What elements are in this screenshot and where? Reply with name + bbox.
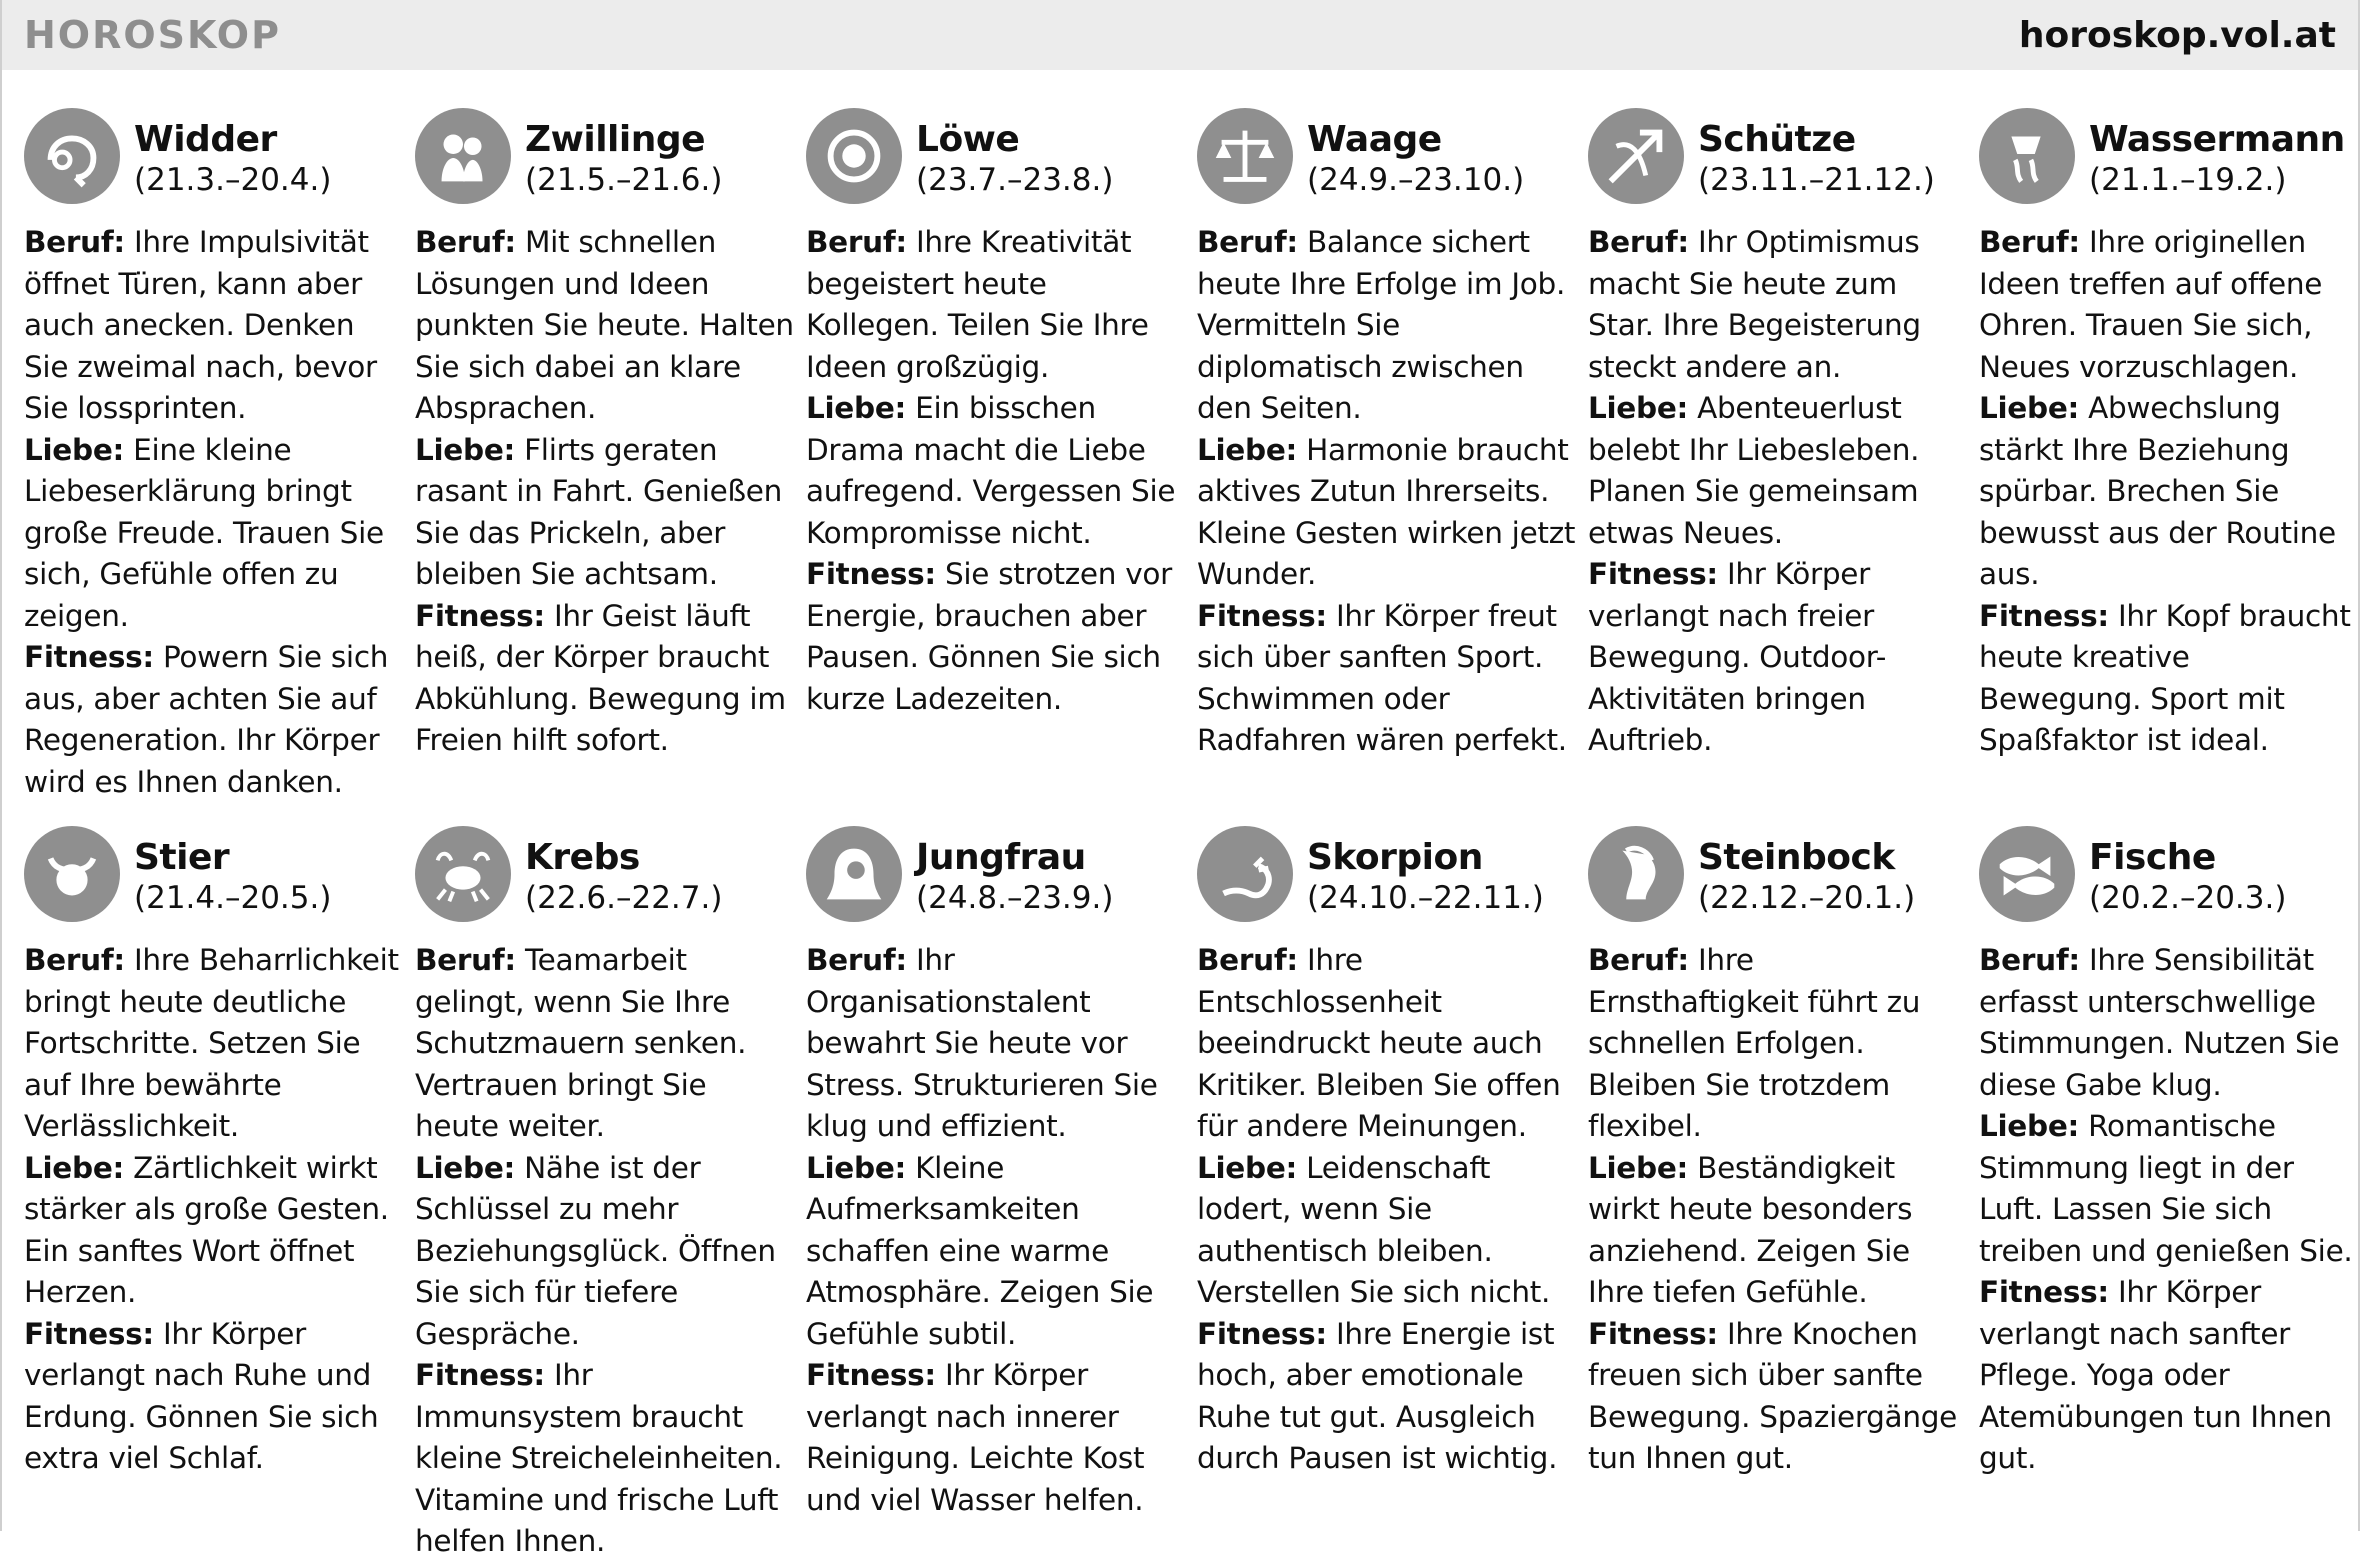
fitness-paragraph <box>24 637 403 803</box>
liebe-paragraph <box>1197 1148 1576 1314</box>
sign-card-schütze <box>1588 106 1979 824</box>
beruf-label: Beruf: <box>1197 943 1298 977</box>
liebe-paragraph <box>24 430 403 638</box>
sign-name: Waage <box>1307 119 1442 160</box>
fitness-paragraph <box>806 554 1185 720</box>
fitness-text: Ihr Geist läuft heiß, der Körper braucht Abkühlung. Bewegung im Freien hilft sofort. <box>415 598 786 757</box>
liebe-label: Liebe: <box>1979 1109 2080 1143</box>
sign-text <box>806 940 1185 1521</box>
fitness-text: Ihr Immunsystem braucht kleine Streicheleinheiten. Vitamine und frische Luft helfen Ihnen. <box>415 1358 783 1558</box>
sign-header <box>1979 824 2358 928</box>
beruf-text: Ihre Entschlossenheit beeindruckt heute auch Kritiker. Bleiben Sie offen für andere Meinungen. <box>1197 943 1561 1143</box>
beruf-text: Ihre originellen Ideen treffen auf offene Ohren. Trauen Sie sich, Neues vorzuschlagen. <box>1979 225 2323 384</box>
sign-dates: (24.9.–23.10.) <box>1307 162 1525 198</box>
liebe-label: Liebe: <box>806 1150 907 1185</box>
fitness-label: Fitness: <box>415 598 545 633</box>
beruf-text: Ihr Optimismus macht Sie heute zum Star. Ihre Begeisterung steckt andere an. <box>1588 225 1921 384</box>
beruf-paragraph <box>1979 222 2358 388</box>
fitness-label: Fitness: <box>1588 557 1718 591</box>
fitness-text: Ihr Körper verlangt nach innerer Reinigung. Leichte Kost und viel Wasser helfen. <box>806 1358 1145 1517</box>
sign-header <box>1588 824 1967 928</box>
sign-text <box>806 222 1185 720</box>
fitness-text: Ihr Körper verlangt nach Ruhe und Erdung. Gönnen Sie sich extra viel Schlaf. <box>24 1316 379 1475</box>
sign-name: Stier <box>134 837 230 878</box>
beruf-text: Balance sichert heute Ihre Erfolge im Job. Vermitteln Sie diplomatisch zwischen den Seiten. <box>1197 225 1566 425</box>
sign-dates: (21.1.–19.2.) <box>2089 162 2287 198</box>
fitness-label: Fitness: <box>415 1358 545 1392</box>
liebe-text: Leidenschaft lodert, wenn Sie authentisch bleiben. Verstellen Sie sich nicht. <box>1197 1150 1551 1309</box>
sign-dates: (23.11.–21.12.) <box>1698 162 1935 198</box>
fitness-text: Ihre Energie ist hoch, aber emotionale Ruhe tut gut. Ausgleich durch Pausen ist wichtig. <box>1197 1316 1558 1475</box>
beruf-paragraph <box>1588 222 1967 388</box>
liebe-text: Nähe ist der Schlüssel zu mehr Beziehungsglück. Öffnen Sie sich für tiefere Gespräche. <box>415 1150 776 1351</box>
sign-dates: (22.6.–22.7.) <box>525 880 723 916</box>
fitness-paragraph <box>24 1314 403 1480</box>
liebe-paragraph <box>1197 430 1576 596</box>
beruf-paragraph <box>1979 940 2358 1106</box>
beruf-text: Ihre Kreativität begeistert heute Kollegen. Teilen Sie Ihre Ideen großzügig. <box>806 225 1149 384</box>
sign-dates: (22.12.–20.1.) <box>1698 880 1916 916</box>
liebe-label: Liebe: <box>24 1150 125 1185</box>
sign-text <box>415 222 794 762</box>
beruf-text: Mit schnellen Lösungen und Ideen punkten Sie heute. Halten Sie sich dabei an klare Absprachen. <box>415 225 794 425</box>
ram-icon <box>24 108 120 204</box>
sign-dates: (20.2.–20.3.) <box>2089 880 2287 916</box>
fitness-label: Fitness: <box>24 1316 154 1351</box>
sign-text <box>1588 940 1967 1480</box>
lion-icon <box>806 108 902 204</box>
sign-text <box>1197 940 1576 1480</box>
sign-card-zwillinge <box>415 106 806 824</box>
signs-grid <box>24 106 2353 1563</box>
liebe-paragraph <box>1588 1148 1967 1314</box>
beruf-label: Beruf: <box>415 225 516 259</box>
beruf-label: Beruf: <box>1979 225 2080 259</box>
beruf-paragraph <box>1197 222 1576 430</box>
sign-name: Widder <box>134 119 277 160</box>
sign-card-löwe <box>806 106 1197 824</box>
sign-header <box>1979 106 2358 210</box>
fitness-paragraph <box>1197 1314 1576 1480</box>
fitness-label: Fitness: <box>1588 1316 1718 1351</box>
sign-text <box>1979 940 2358 1480</box>
beruf-paragraph <box>415 222 794 430</box>
bull-icon <box>24 826 120 922</box>
liebe-paragraph <box>806 388 1185 554</box>
sign-dates: (24.8.–23.9.) <box>916 880 1114 916</box>
sign-text <box>1979 222 2358 762</box>
fitness-text: Powern Sie sich aus, aber achten Sie auf Regeneration. Ihr Körper wird es Ihnen danken. <box>24 640 389 799</box>
fitness-text: Ihr Kopf braucht heute kreative Bewegung. Sport mit Spaßfaktor ist ideal. <box>1979 598 2351 757</box>
sign-header <box>24 106 403 210</box>
beruf-label: Beruf: <box>24 943 125 977</box>
sign-card-stier <box>24 824 415 1563</box>
liebe-text: Harmonie braucht aktives Zutun Ihrerseits. Kleine Gesten wirken jetzt Wunder. <box>1197 432 1576 591</box>
fitness-text: Ihr Körper verlangt nach freier Bewegung. Outdoor-Aktivitäten bringen Auftrieb. <box>1588 557 1887 757</box>
beruf-paragraph <box>24 222 403 430</box>
beruf-paragraph <box>24 940 403 1148</box>
liebe-paragraph <box>24 1148 403 1314</box>
sign-card-waage <box>1197 106 1588 824</box>
fitness-text: Sie strotzen vor Energie, brauchen aber Pausen. Gönnen Sie sich kurze Ladezeiten. <box>806 557 1172 716</box>
beruf-paragraph <box>1197 940 1576 1148</box>
fitness-label: Fitness: <box>1979 1275 2109 1309</box>
beruf-paragraph <box>806 222 1185 388</box>
sign-name: Skorpion <box>1307 837 1483 878</box>
scorpion-icon <box>1197 826 1293 922</box>
sign-name: Krebs <box>525 837 640 878</box>
fitness-text: Ihr Körper freut sich über sanften Sport. Schwimmen oder Radfahren wären perfekt. <box>1197 598 1567 757</box>
sign-header <box>806 824 1185 928</box>
water-bearer-icon <box>1979 108 2075 204</box>
beruf-text: Ihre Impulsivität öffnet Türen, kann aber auch anecken. Denken Sie zweimal nach, bevor Sie lossprinten. <box>24 225 377 425</box>
sign-dates: (23.7.–23.8.) <box>916 162 1114 198</box>
liebe-text: Kleine Aufmerksamkeiten schaffen eine warme Atmosphäre. Zeigen Sie Gefühle subtil. <box>806 1150 1154 1351</box>
sign-text <box>24 222 403 803</box>
sign-dates: (21.4.–20.5.) <box>134 880 332 916</box>
beruf-label: Beruf: <box>1588 225 1689 259</box>
fitness-text: Ihre Knochen freuen sich über sanfte Bewegung. Spaziergänge tun Ihnen gut. <box>1588 1316 1958 1475</box>
liebe-label: Liebe: <box>24 432 125 467</box>
beruf-label: Beruf: <box>1588 943 1689 977</box>
liebe-text: Ein bisschen Drama macht die Liebe aufregend. Vergessen Sie Kompromisse nicht. <box>806 391 1176 550</box>
liebe-text: Eine kleine Liebeserklärung bringt große Freude. Trauen Sie sich, Gefühle offen zu zeigen. <box>24 432 384 633</box>
fitness-label: Fitness: <box>806 1358 936 1392</box>
scales-icon <box>1197 108 1293 204</box>
fitness-label: Fitness: <box>1197 1316 1327 1351</box>
sign-card-skorpion <box>1197 824 1588 1563</box>
sign-header <box>1197 106 1576 210</box>
sign-dates: (21.5.–21.6.) <box>525 162 723 198</box>
liebe-paragraph <box>806 1148 1185 1356</box>
sign-card-widder <box>24 106 415 824</box>
header-bar <box>2 0 2358 70</box>
site-url[interactable]: horoskop.vol.at <box>2018 14 2336 56</box>
fitness-label: Fitness: <box>806 557 936 591</box>
beruf-text: Ihre Ernsthaftigkeit führt zu schnellen Erfolgen. Bleiben Sie trotzdem flexibel. <box>1588 943 1921 1143</box>
beruf-text: Ihr Organisationstalent bewahrt Sie heute vor Stress. Strukturieren Sie klug und effizient. <box>806 943 1158 1143</box>
liebe-label: Liebe: <box>415 432 516 467</box>
sign-card-wassermann <box>1979 106 2360 824</box>
twins-icon <box>415 108 511 204</box>
beruf-label: Beruf: <box>806 943 907 977</box>
goat-icon <box>1588 826 1684 922</box>
sign-text <box>1197 222 1576 762</box>
liebe-label: Liebe: <box>1588 1150 1689 1185</box>
sign-card-fische <box>1979 824 2360 1563</box>
liebe-paragraph <box>1979 1106 2358 1272</box>
beruf-label: Beruf: <box>415 943 516 977</box>
liebe-label: Liebe: <box>1197 432 1298 467</box>
sign-text <box>24 940 403 1480</box>
beruf-paragraph <box>1588 940 1967 1148</box>
sign-name: Jungfrau <box>916 837 1086 878</box>
beruf-label: Beruf: <box>806 225 907 259</box>
sign-name: Fische <box>2089 837 2216 878</box>
sign-card-jungfrau <box>806 824 1197 1563</box>
beruf-text: Ihre Beharrlichkeit bringt heute deutliche Fortschritte. Setzen Sie auf Ihre bewährte Verlässlichkeit. <box>24 943 399 1143</box>
fitness-paragraph <box>1979 596 2358 762</box>
liebe-paragraph <box>1588 388 1967 554</box>
liebe-text: Beständigkeit wirkt heute besonders anziehend. Zeigen Sie Ihre tiefen Gefühle. <box>1588 1150 1913 1309</box>
sign-dates: (24.10.–22.11.) <box>1307 880 1544 916</box>
liebe-text: Romantische Stimmung liegt in der Luft. Lassen Sie sich treiben und genießen Sie. <box>1979 1109 2353 1268</box>
sign-header <box>415 106 794 210</box>
liebe-label: Liebe: <box>415 1150 516 1185</box>
beruf-label: Beruf: <box>24 225 125 259</box>
sign-header <box>24 824 403 928</box>
fitness-paragraph <box>1979 1272 2358 1480</box>
liebe-label: Liebe: <box>806 391 907 425</box>
fitness-paragraph <box>1588 1314 1967 1480</box>
fitness-label: Fitness: <box>1979 598 2109 633</box>
fish-icon <box>1979 826 2075 922</box>
liebe-text: Abenteuerlust belebt Ihr Liebesleben. Planen Sie gemeinsam etwas Neues. <box>1588 391 1920 550</box>
crab-icon <box>415 826 511 922</box>
sign-text <box>415 940 794 1563</box>
beruf-text: Teamarbeit gelingt, wenn Sie Ihre Schutzmauern senken. Vertrauen bringt Sie heute weiter. <box>415 943 747 1143</box>
beruf-label: Beruf: <box>1979 943 2080 977</box>
liebe-label: Liebe: <box>1197 1150 1298 1185</box>
liebe-paragraph <box>415 430 794 596</box>
sign-text <box>1588 222 1967 762</box>
fitness-paragraph <box>1588 554 1967 762</box>
sign-name: Schütze <box>1698 119 1856 160</box>
sign-card-steinbock <box>1588 824 1979 1563</box>
liebe-paragraph <box>415 1148 794 1356</box>
fitness-text: Ihr Körper verlangt nach sanfter Pflege. Yoga oder Atemübungen tun Ihnen gut. <box>1979 1275 2332 1475</box>
sign-header <box>806 106 1185 210</box>
sign-name: Wassermann <box>2089 119 2345 160</box>
sign-card-krebs <box>415 824 806 1563</box>
sign-header <box>1197 824 1576 928</box>
liebe-label: Liebe: <box>1979 391 2080 425</box>
sign-dates: (21.3.–20.4.) <box>134 162 332 198</box>
fitness-paragraph <box>806 1355 1185 1521</box>
beruf-label: Beruf: <box>1197 225 1298 259</box>
fitness-paragraph <box>415 1355 794 1563</box>
sign-header <box>1588 106 1967 210</box>
liebe-label: Liebe: <box>1588 391 1689 425</box>
section-title: HOROSKOP <box>24 13 281 57</box>
beruf-paragraph <box>806 940 1185 1148</box>
liebe-text: Flirts geraten rasant in Fahrt. Genießen Sie das Prickeln, aber bleiben Sie achtsam. <box>415 432 783 591</box>
bow-icon <box>1588 108 1684 204</box>
liebe-paragraph <box>1979 388 2358 596</box>
fitness-paragraph <box>415 596 794 762</box>
liebe-text: Abwechslung stärkt Ihre Beziehung spürbar. Brechen Sie bewusst aus der Routine aus. <box>1979 391 2336 591</box>
sign-name: Löwe <box>916 119 1020 160</box>
sign-name: Steinbock <box>1698 837 1895 878</box>
sign-name: Zwillinge <box>525 119 706 160</box>
liebe-text: Zärtlichkeit wirkt stärker als große Gesten. Ein sanftes Wort öffnet Herzen. <box>24 1150 389 1309</box>
beruf-text: Ihre Sensibilität erfasst unterschwellige Stimmungen. Nutzen Sie diese Gabe klug. <box>1979 943 2340 1102</box>
fitness-paragraph <box>1197 596 1576 762</box>
sign-header <box>415 824 794 928</box>
fitness-label: Fitness: <box>24 640 154 674</box>
beruf-paragraph <box>415 940 794 1148</box>
fitness-label: Fitness: <box>1197 598 1327 633</box>
virgin-icon <box>806 826 902 922</box>
